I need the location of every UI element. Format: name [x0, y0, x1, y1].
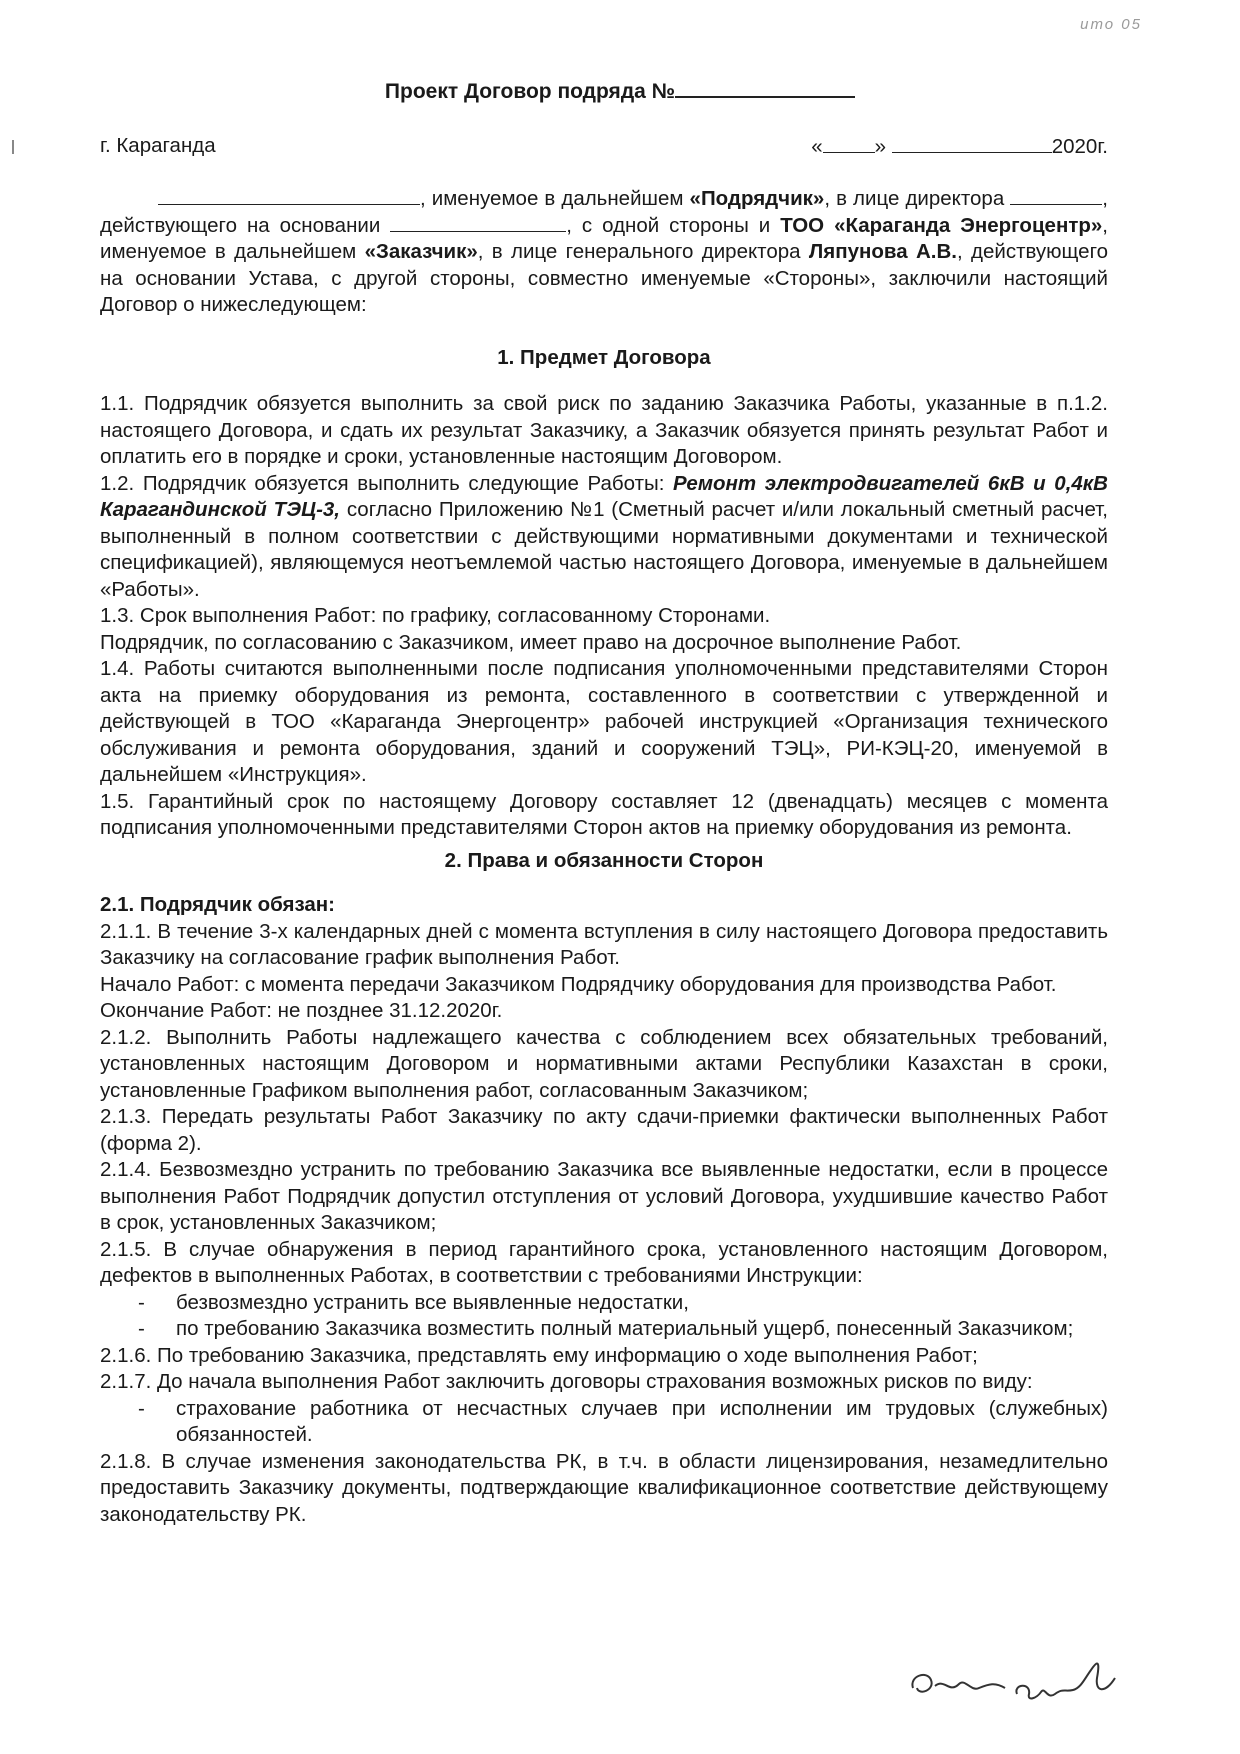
bullet-dash: -	[138, 1396, 145, 1420]
preamble-text-4: , с одной стороны и	[566, 213, 781, 237]
clause-2-1-1: 2.1.1. В течение 3-х календарных дней с момента вступления в силу настоящего Договора предоставить Заказчику на согласование график выполнения Работ.	[100, 919, 1108, 969]
preamble-text-7: , действующего на основании Устава, с другой стороны, совместно именуемые «Стороны», заключили настоящий Договор о нижеследующем:	[100, 240, 1108, 316]
date-field	[811, 134, 1108, 159]
scan-edge-mark	[12, 140, 14, 154]
clause-2-1-heading: 2.1. Подрядчик обязан:	[100, 893, 335, 916]
clause-2-1-3: 2.1.3. Передать результаты Работ Заказчику по акту сдачи-приемки фактически выполненных Работ (форма 2).	[100, 1105, 1108, 1155]
bullet-dash: -	[138, 1290, 145, 1314]
list-item-text: по требованию Заказчика возместить полный материальный ущерб, понесенный Заказчиком;	[176, 1317, 1074, 1340]
clause-1-4: 1.4. Работы считаются выполненными после подписания уполномоченными представителями Сторон акта на приемку оборудования из ремонта, составленного в соответствии с утвержденной и действующей в ТОО «Караганда Энергоцентр» рабочей инструкцией «Организация технического обслуживания и ремонта оборудования, зданий и сооружений ТЭЦ», РИ-КЭЦ-20, именуемой в дальнейшем «Инструкция».	[100, 657, 1108, 786]
basis-blank	[390, 213, 566, 232]
preamble-text-6: , в лице генерального директора	[477, 240, 809, 263]
clause-2-1-7: 2.1.7. До начала выполнения Работ заключить договоры страхования возможных рисков по виду:	[100, 1370, 1033, 1393]
list-item	[100, 1316, 1108, 1343]
section-2-title: 2. Права и обязанности Сторон	[444, 848, 764, 872]
title-text: Проект Договор подряда №	[384, 80, 676, 103]
preamble-text-3: , действующего на основании	[100, 187, 1108, 237]
clause-2-1-2: 2.1.2. Выполнить Работы надлежащего качества с соблюдением всех обязательных требований, установленных настоящим Договором и нормативными актами Республики Казахстан в сроки, установленные Графиком выполнения работ, согласованным Заказчиком;	[100, 1025, 1108, 1102]
work-end: Окончание Работ: не позднее 31.12.2020г.	[100, 999, 503, 1022]
clause-1-5: 1.5. Гарантийный срок по настоящему Договору составляет 12 (двенадцать) месяцев с момента подписания уполномоченными представителями Сторон актов на приемку оборудования из ремонта.	[100, 789, 1108, 839]
clause-1-2	[100, 471, 1108, 604]
corner-mark: ито 05	[1080, 16, 1142, 33]
contractor-name-blank	[158, 186, 420, 205]
year: 2020г.	[1051, 135, 1108, 158]
clause-2-1-6: 2.1.6. По требованию Заказчика, представлять ему информацию о ходе выполнения Работ;	[100, 1343, 978, 1367]
clause-1-3-note: Подрядчик, по согласованию с Заказчиком, имеет право на досрочное выполнение Работ.	[100, 630, 962, 654]
list-item-text: безвозмездно устранить все выявленные недостатки,	[176, 1290, 689, 1314]
director-name-blank	[1010, 186, 1102, 205]
clause-2-1-5: 2.1.5. В случае обнаружения в период гарантийного срока, установленного настоящим Договором, дефектов в выполненных Работах, в соответствии с требованиями Инструкции:	[100, 1237, 1108, 1287]
contractor-term: «Подрядчик»	[689, 187, 825, 210]
document-title	[0, 78, 1240, 104]
preamble-text-1: , именуемое в дальнейшем	[420, 187, 690, 210]
customer-company: ТОО «Караганда Энергоцентр»	[780, 213, 1103, 237]
clause-2-1-8: 2.1.8. В случае изменения законодательства РК, в т.ч. в области лицензирования, незамедлительно предоставить Заказчику документы, подтверждающие квалификационное соответствие действующему законодательству РК.	[100, 1449, 1108, 1526]
bullet-dash: -	[138, 1317, 145, 1340]
list-item-text: страхование работника от несчастных случаев при исполнении им трудовых (служебных) обязанностей.	[176, 1396, 1108, 1446]
clause-2-1-4: 2.1.4. Безвозмездно устранить по требованию Заказчика все выявленные недостатки, если в процессе выполнения Работ Подрядчик допустил отступления от условий Договора, ухудшившие качество Работ в срок, установленных Заказчиком;	[100, 1158, 1108, 1234]
list-item	[100, 1290, 1108, 1317]
month-blank	[892, 134, 1052, 153]
work-subject: Ремонт электродвигателей 6кВ и 0,4кВ Карагандинской ТЭЦ-3,	[100, 471, 1108, 521]
city: г. Караганда	[100, 134, 216, 157]
date-close-quote: »	[874, 135, 887, 158]
preamble-text-5: , именуемое в дальнейшем	[100, 213, 1108, 263]
section-1-title: 1. Предмет Договора	[497, 345, 711, 369]
document-body	[100, 186, 1108, 1528]
preamble	[100, 186, 1108, 319]
list-item	[100, 1396, 1108, 1449]
handwritten-signature	[905, 1648, 1165, 1718]
day-blank	[823, 134, 875, 153]
contract-number-blank	[675, 78, 855, 98]
work-start: Начало Работ: с момента передачи Заказчиком Подрядчику оборудования для производства Работ.	[100, 972, 1057, 996]
director-name: Ляпунова А.В.	[808, 240, 957, 263]
clause-1-3: 1.3. Срок выполнения Работ: по графику, согласованному Сторонами.	[100, 604, 771, 627]
date-open-quote: «	[811, 135, 823, 158]
clause-1-2-lead: 1.2. Подрядчик обязуется выполнить следующие Работы:	[100, 471, 674, 495]
customer-term: «Заказчик»	[364, 240, 478, 263]
preamble-text-2: , в лице директора	[824, 187, 1011, 210]
clause-1-1: 1.1. Подрядчик обязуется выполнить за свой риск по заданию Заказчика Работы, указанные в п.1.2. настоящего Договора, и сдать их результат Заказчику, а Заказчик обязуется принять результат Работ и оплатить его в порядке и сроки, установленные настоящим Договором.	[100, 392, 1108, 468]
city-date-line	[100, 134, 1108, 160]
clause-1-2-rest: согласно Приложению №1 (Сметный расчет и/или локальный сметный расчет, выполненный в полном соответствии с действующими нормативными документами и технической спецификацией), являющемуся неотъемлемой частью настоящего Договора, именуемые в дальнейшем «Работы».	[100, 498, 1108, 601]
